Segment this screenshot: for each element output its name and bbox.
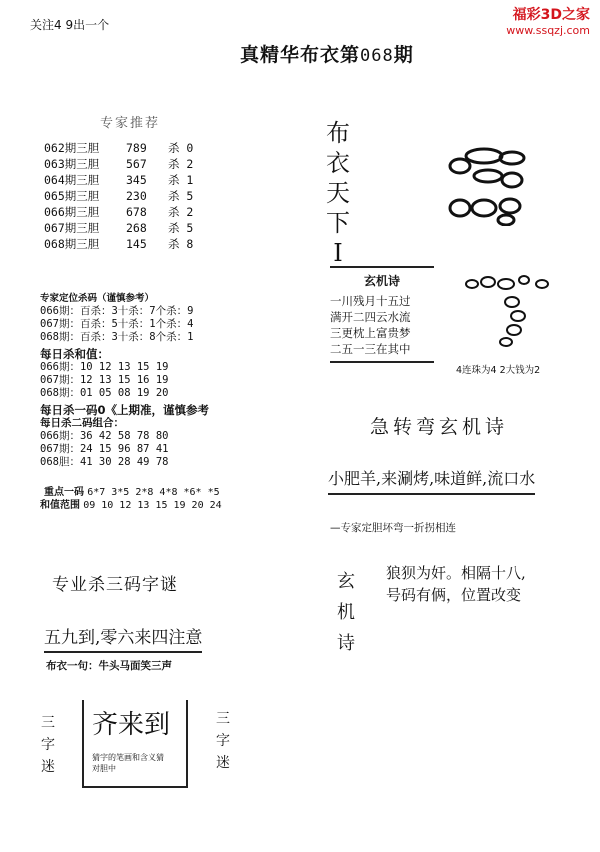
three-dan-row bbox=[44, 156, 193, 172]
three-dan-list bbox=[44, 140, 193, 252]
riddle-card-note bbox=[92, 752, 164, 774]
xuanji-char: 机 bbox=[337, 602, 355, 623]
kill-row: 067期：百杀：5十杀：1个杀：4 bbox=[40, 318, 194, 330]
three-section-title: 专家推荐 bbox=[100, 116, 161, 131]
page-title bbox=[240, 40, 414, 67]
row-kill: 杀 5 bbox=[168, 221, 194, 235]
kill-heading: 专家定位杀码（谨慎参考） bbox=[40, 293, 155, 304]
mini-char: 字 bbox=[216, 733, 230, 749]
big-riddle: 五九到,零六来四注意 bbox=[44, 623, 202, 653]
mini-char: 三 bbox=[41, 715, 55, 731]
vertical-title-char: 布 bbox=[326, 119, 350, 147]
vertical-title-char: I bbox=[333, 239, 343, 267]
row-digits: 678 bbox=[126, 205, 147, 219]
three-dan-row bbox=[44, 188, 193, 204]
pro-kill-title: 专业杀三码字谜 bbox=[52, 575, 178, 595]
two-code-row: 066期：36 42 58 78 80 bbox=[40, 430, 169, 442]
mini-char: 三 bbox=[216, 711, 230, 727]
vertical-title-char: 下 bbox=[326, 209, 350, 237]
coins-note: 4连珠为4 2大钱为2 bbox=[456, 365, 541, 376]
mini-vertical-right bbox=[213, 708, 233, 774]
row-kill: 杀 5 bbox=[168, 189, 194, 203]
xuanji-vertical bbox=[334, 566, 358, 659]
poem-line: 二五一三在其中 bbox=[330, 342, 411, 356]
row-issue: 063期三胆 bbox=[44, 157, 100, 171]
xuanji-char: 玄 bbox=[337, 571, 355, 592]
brand-name[interactable]: 福彩3D之家 bbox=[512, 7, 590, 23]
row-kill: 杀 2 bbox=[168, 157, 194, 171]
range-value: 09 10 12 13 15 19 20 24 bbox=[83, 500, 222, 511]
three-dan-row bbox=[44, 220, 193, 236]
row-kill: 杀 0 bbox=[168, 141, 194, 155]
title-prefix: 真精华布衣第 bbox=[240, 44, 361, 66]
sum-heading: 每日杀和值： bbox=[40, 347, 109, 361]
three-dan-row bbox=[44, 172, 193, 188]
card-note-line: 猜字的笔画和含义猜 bbox=[92, 753, 164, 762]
site-brand[interactable] bbox=[506, 4, 590, 37]
row-issue: 065期三胆 bbox=[44, 189, 100, 203]
row-kill: 杀 1 bbox=[168, 173, 194, 187]
top-note: 关注4 9出一个 bbox=[30, 18, 110, 32]
three-dan-row bbox=[44, 140, 193, 156]
two-code-row: 067期：24 15 96 87 41 bbox=[40, 443, 169, 455]
two-heading: 每日杀二码组合： bbox=[40, 417, 124, 429]
row-digits: 230 bbox=[126, 189, 147, 203]
expert-line: —专家定胆坏弯一折拐相连 bbox=[330, 522, 456, 534]
poem-line: 一川残月十五过 bbox=[330, 294, 411, 308]
row-issue: 066期三胆 bbox=[44, 205, 100, 219]
row-issue: 068期三胆 bbox=[44, 237, 100, 251]
row-issue: 062期三胆 bbox=[44, 141, 100, 155]
row-digits: 345 bbox=[126, 173, 147, 187]
mini-char: 字 bbox=[41, 737, 55, 753]
poem-line: 满开二四云水流 bbox=[330, 310, 411, 324]
fox-poem-line: 号码有俩，位置改变 bbox=[386, 586, 522, 604]
riddle-card-big: 齐来到 bbox=[92, 710, 171, 740]
row-kill: 杀 8 bbox=[168, 237, 194, 251]
row-digits: 567 bbox=[126, 157, 147, 171]
riddle-poem-line: 小肥羊,来涮烤,味道鲜,流口水 bbox=[328, 466, 535, 495]
riddle-picture bbox=[440, 136, 540, 226]
row-issue: 064期三胆 bbox=[44, 173, 100, 187]
kill-row: 066期：百杀：3十杀：7个杀：9 bbox=[40, 305, 194, 317]
poem-line: 三更枕上富贵梦 bbox=[330, 326, 411, 340]
row-digits: 268 bbox=[126, 221, 147, 235]
fox-poem-line: 狼狈为奸。相隔十八, bbox=[386, 564, 526, 582]
xuanji-char: 诗 bbox=[337, 633, 355, 654]
buyi-line: 布衣一句：牛头马面笑三声 bbox=[46, 660, 172, 672]
brand-url[interactable]: www.ssqzj.com bbox=[506, 24, 590, 37]
row-digits: 789 bbox=[126, 141, 147, 155]
xuanji-poem-box bbox=[330, 266, 434, 363]
fox-poem bbox=[386, 562, 526, 606]
kill-block bbox=[40, 292, 209, 469]
row-kill: 杀 2 bbox=[168, 205, 194, 219]
focus-value: 6*7 3*5 2*8 4*8 *6* *5 bbox=[87, 487, 220, 498]
vertical-title-char: 天 bbox=[326, 179, 350, 207]
three-dan-row bbox=[44, 236, 193, 252]
vertical-title bbox=[322, 118, 354, 268]
row-issue: 067期三胆 bbox=[44, 221, 100, 235]
row-digits: 145 bbox=[126, 237, 147, 251]
poem-box-title: 玄机诗 bbox=[363, 274, 400, 288]
sum-row: 066期：10 12 13 15 19 bbox=[40, 361, 169, 373]
riddle-poem-heading: 急转弯玄机诗 bbox=[370, 416, 509, 438]
title-issue: 068 bbox=[360, 46, 394, 66]
sum-row: 067期：12 13 15 16 19 bbox=[40, 374, 169, 386]
mini-char: 迷 bbox=[41, 759, 55, 775]
one-code-line: 每日杀一码0《上期准，谨慎参考 bbox=[40, 403, 209, 417]
riddle-card bbox=[82, 700, 188, 788]
card-note-line: 对胆中 bbox=[92, 764, 116, 773]
range-row bbox=[40, 496, 222, 511]
title-suffix: 期 bbox=[393, 44, 414, 66]
mini-char: 迷 bbox=[216, 755, 230, 771]
two-code-row: 068胆：41 30 28 49 78 bbox=[40, 456, 169, 468]
focus-label: 重点一码 bbox=[44, 487, 84, 498]
kill-row: 068期：百杀：3十杀：8个杀：1 bbox=[40, 331, 194, 343]
sum-row: 068期：01 05 08 19 20 bbox=[40, 387, 169, 399]
mini-vertical-left bbox=[38, 712, 58, 778]
three-dan-row bbox=[44, 204, 193, 220]
coins-picture bbox=[458, 272, 558, 348]
range-label: 和值范围 bbox=[40, 500, 80, 511]
vertical-title-char: 衣 bbox=[326, 149, 350, 177]
